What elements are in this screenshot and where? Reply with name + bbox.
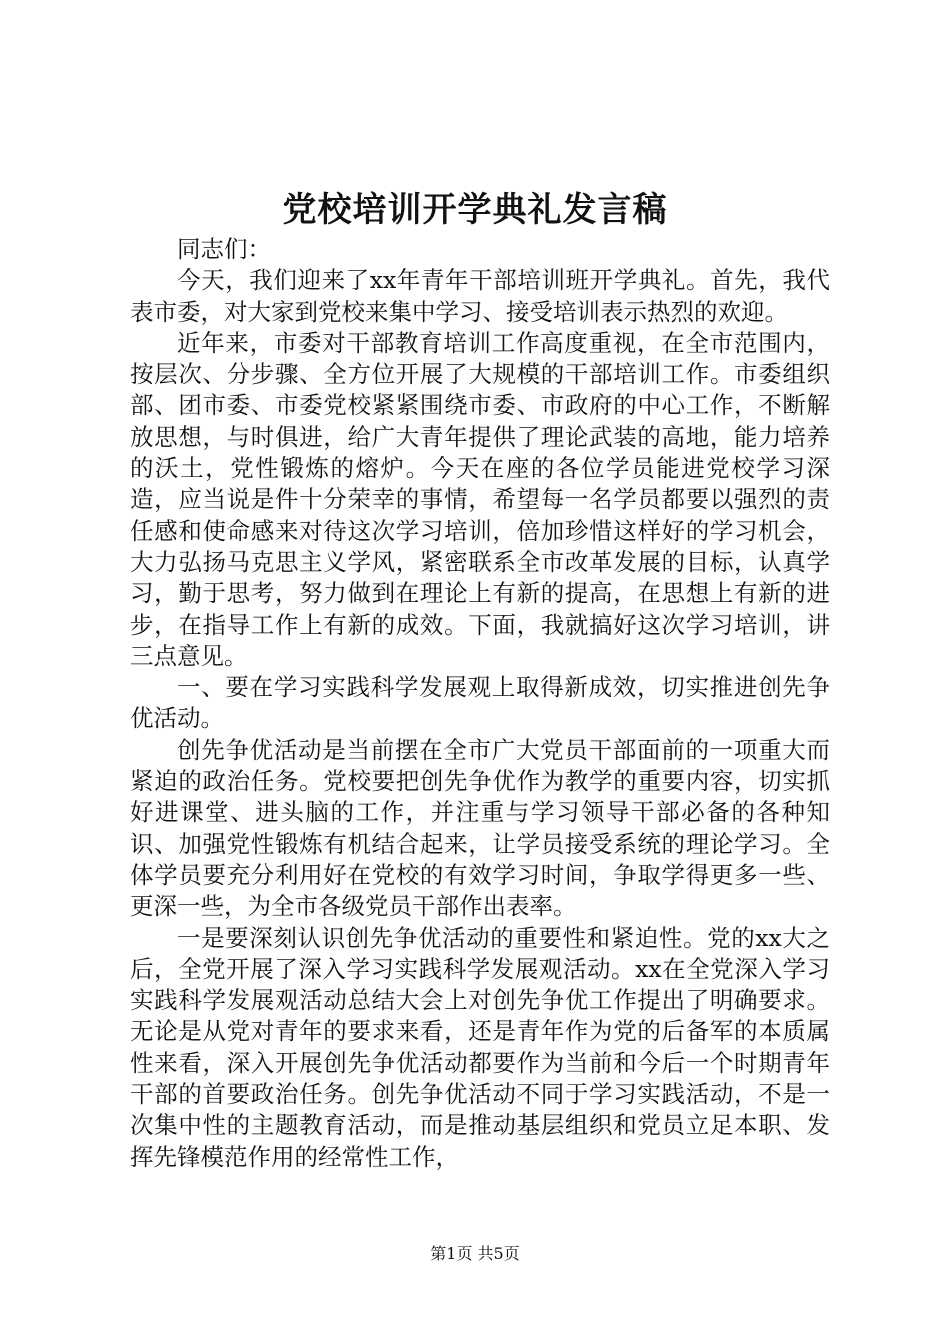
body-paragraph: 一是要深刻认识创先争优活动的重要性和紧迫性。党的xx大之后，全党开展了深入学习实践科学发展观活动。xx在全党深入学习实践科学发展观活动总结大会上对创先争优工作提出了明确要求。无论是从党对青年的要求来看，还是青年作为党的后备军的本质属性来看，深入开展创先争优活动都要作为当前和今后一个时期青年干部的首要政治任务。创先争优活动不同于学习实践活动，不是一次集中性的主题教育活动，而是推动基层组织和党员立足本职、发挥先锋模范作用的经常性工作， <box>130 923 830 1171</box>
page-number-footer: 第1页 共5页 <box>430 1244 520 1263</box>
section-heading: 一、要在学习实践科学发展观上取得新成效，切实推进创先争优活动。 <box>130 673 830 733</box>
document-title: 党校培训开学典礼发言稿 <box>282 190 668 230</box>
salutation-paragraph: 同志们： <box>177 235 271 263</box>
body-paragraph: 今天，我们迎来了xx年青年干部培训班开学典礼。首先，我代表市委，对大家到党校来集中学习、接受培训表示热烈的欢迎。 <box>130 266 830 326</box>
document-body <box>130 234 830 1173</box>
body-paragraph: 近年来，市委对干部教育培训工作高度重视，在全市范围内，按层次、分步骤、全方位开展了大规模的干部培训工作。市委组织部、团市委、市委党校紧紧围绕市委、市政府的中心工作，不断解放思想，与时俱进，给广大青年提供了理论武装的高地，能力培养的沃土，党性锻炼的熔炉。今天在座的各位学员能进党校学习深造，应当说是件十分荣幸的事情，希望每一名学员都要以强烈的责任感和使命感来对待这次学习培训，倍加珍惜这样好的学习机会，大力弘扬马克思主义学风，紧密联系全市改革发展的目标，认真学习，勤于思考，努力做到在理论上有新的提高，在思想上有新的进步，在指导工作上有新的成效。下面，我就搞好这次学习培训，讲三点意见。 <box>130 328 830 670</box>
body-paragraph: 创先争优活动是当前摆在全市广大党员干部面前的一项重大而紧迫的政治任务。党校要把创先争优作为教学的重要内容，切实抓好进课堂、进头脑的工作，并注重与学习领导干部必备的各种知识、加强党性锻炼有机结合起来，让学员接受系统的理论学习。全体学员要充分利用好在党校的有效学习时间，争取学得更多一些、更深一些，为全市各级党员干部作出表率。 <box>130 735 830 921</box>
